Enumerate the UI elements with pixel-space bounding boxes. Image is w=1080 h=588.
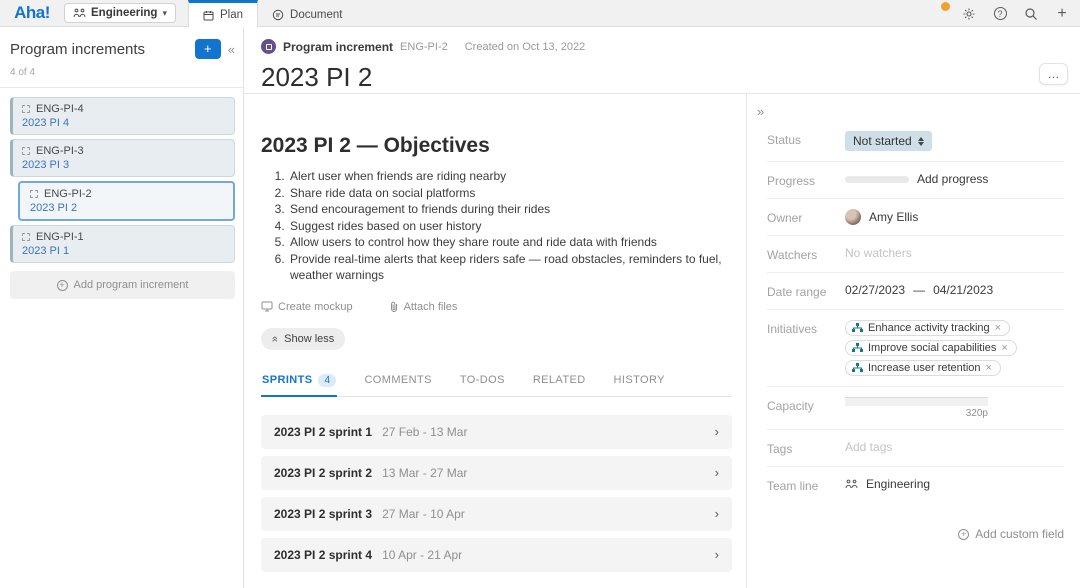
workspace-label: Engineering bbox=[91, 7, 158, 19]
program-increment-icon bbox=[22, 147, 30, 155]
attach-files-button[interactable] bbox=[389, 301, 458, 313]
date-end[interactable]: 04/21/2023 bbox=[933, 283, 994, 297]
document-icon bbox=[272, 9, 284, 21]
initiative-hierarchy-icon bbox=[852, 363, 863, 373]
tab-plan[interactable] bbox=[188, 0, 258, 27]
pi-card-eng-pi-3[interactable] bbox=[10, 139, 235, 177]
remove-icon[interactable]: × bbox=[985, 362, 992, 374]
chevron-down-icon: ▾ bbox=[162, 7, 167, 18]
initiative-pill[interactable] bbox=[845, 360, 1001, 376]
add-program-increment-label: Add program increment bbox=[73, 279, 189, 291]
pi-ref: ENG-PI-2 bbox=[44, 188, 92, 200]
field-label: Owner bbox=[767, 211, 803, 225]
show-less-label: Show less bbox=[284, 332, 335, 345]
field-tags bbox=[767, 430, 1064, 467]
objective-item[interactable]: 6. Provide real-time alerts that keep riders safe — road obstacles, reminders to fuel, weather warnings bbox=[288, 251, 732, 284]
user-avatar[interactable] bbox=[928, 5, 946, 23]
program-increment-icon bbox=[30, 190, 38, 198]
field-label: Date range bbox=[767, 285, 827, 299]
sprint-row-4[interactable] bbox=[261, 538, 732, 572]
mockup-icon bbox=[261, 301, 273, 312]
topbar bbox=[0, 0, 1080, 27]
updown-arrows-icon bbox=[918, 137, 924, 146]
field-label: Tags bbox=[767, 442, 793, 456]
add-icon[interactable] bbox=[1054, 6, 1070, 22]
more-options-button[interactable]: … bbox=[1039, 63, 1068, 85]
pi-link[interactable]: 2023 PI 4 bbox=[22, 117, 70, 129]
field-date-range bbox=[767, 273, 1064, 310]
sprint-name: 2023 PI 2 sprint 3 bbox=[274, 506, 373, 521]
sprint-name: 2023 PI 2 sprint 4 bbox=[274, 547, 373, 562]
tab-related[interactable]: RELATED bbox=[532, 373, 586, 386]
remove-icon[interactable]: × bbox=[1001, 342, 1008, 354]
tab-document[interactable] bbox=[258, 0, 356, 26]
objective-item[interactable]: 2. Share ride data on social platforms bbox=[288, 185, 732, 202]
notification-dot bbox=[941, 2, 950, 11]
field-capacity bbox=[767, 387, 1064, 430]
field-label: Watchers bbox=[767, 248, 818, 262]
aha-logo[interactable]: Aha! bbox=[14, 3, 50, 22]
field-label: Capacity bbox=[767, 399, 814, 413]
watchers-placeholder[interactable]: No watchers bbox=[845, 246, 912, 260]
field-progress bbox=[767, 162, 1064, 199]
initiative-hierarchy-icon bbox=[852, 323, 863, 333]
tab-comments[interactable]: COMMENTS bbox=[364, 373, 432, 386]
chevron-right-icon: › bbox=[714, 424, 719, 439]
field-label: Progress bbox=[767, 174, 816, 188]
pi-ref: ENG-PI-4 bbox=[36, 103, 84, 115]
initiative-name: Improve social capabilities bbox=[868, 342, 997, 354]
search-icon[interactable] bbox=[1023, 6, 1039, 22]
tab-sprints[interactable] bbox=[261, 374, 337, 397]
objective-item[interactable]: 4. Suggest rides based on user history bbox=[288, 218, 732, 235]
remove-icon[interactable]: × bbox=[994, 322, 1002, 334]
divider bbox=[0, 87, 243, 88]
page-title[interactable]: 2023 PI 2 bbox=[261, 62, 373, 92]
sprint-name: 2023 PI 2 sprint 1 bbox=[274, 424, 373, 439]
chevron-right-icon: › bbox=[714, 506, 719, 521]
sprint-row-2[interactable] bbox=[261, 456, 732, 490]
tab-sprints-label: SPRINTS bbox=[262, 374, 313, 386]
add-program-increment-button[interactable]: + bbox=[195, 39, 221, 59]
sprint-name: 2023 PI 2 sprint 2 bbox=[274, 465, 373, 480]
chevron-right-icon: › bbox=[714, 547, 719, 562]
owner-name[interactable]: Amy Ellis bbox=[869, 210, 919, 224]
circle-plus-icon bbox=[57, 280, 68, 291]
date-start[interactable]: 02/27/2023 bbox=[845, 283, 906, 297]
record-type-label: Program increment bbox=[283, 39, 394, 54]
initiative-pill[interactable] bbox=[845, 340, 1017, 356]
help-icon[interactable] bbox=[992, 6, 1008, 22]
date-separator: — bbox=[913, 283, 926, 297]
circle-plus-icon bbox=[958, 529, 969, 540]
pi-card-eng-pi-2-selected[interactable] bbox=[18, 181, 235, 221]
sprint-dates: 10 Apr - 21 Apr bbox=[382, 547, 463, 562]
add-custom-field-label: Add custom field bbox=[975, 527, 1064, 541]
pi-ref: ENG-PI-1 bbox=[36, 231, 84, 243]
program-increment-icon bbox=[22, 105, 30, 113]
initiative-name: Enhance activity tracking bbox=[868, 322, 990, 334]
objective-item[interactable]: 5. Allow users to control how they share route and ride data with friends bbox=[288, 234, 732, 251]
attach-files-label: Attach files bbox=[403, 300, 458, 313]
owner-avatar bbox=[845, 209, 861, 225]
objective-item[interactable]: 1. Alert user when friends are riding nearby bbox=[288, 168, 732, 185]
objectives-list bbox=[261, 168, 732, 284]
pi-link[interactable]: 2023 PI 2 bbox=[30, 202, 78, 214]
field-watchers bbox=[767, 236, 1064, 273]
add-program-increment-row[interactable] bbox=[10, 271, 235, 299]
create-mockup-button[interactable] bbox=[261, 301, 353, 313]
tab-todos[interactable]: TO-DOS bbox=[459, 373, 505, 386]
objectives-heading[interactable]: 2023 PI 2 — Objectives bbox=[261, 134, 490, 157]
settings-gear-icon[interactable] bbox=[961, 6, 977, 22]
record-header bbox=[244, 27, 1080, 94]
pi-ref: ENG-PI-3 bbox=[36, 145, 84, 157]
record-ref: ENG-PI-2 bbox=[400, 40, 448, 53]
field-label: Team line bbox=[767, 479, 819, 493]
program-increment-badge-icon bbox=[261, 39, 276, 54]
create-mockup-label: Create mockup bbox=[278, 300, 353, 313]
double-chevron-up-icon: » bbox=[269, 335, 282, 342]
capacity-value: 320p bbox=[965, 408, 988, 419]
tab-document-label: Document bbox=[290, 8, 343, 21]
sidebar bbox=[0, 27, 244, 588]
workspace-selector[interactable] bbox=[64, 3, 176, 23]
tags-input-placeholder[interactable]: Add tags bbox=[845, 440, 893, 454]
details-panel bbox=[747, 94, 1080, 588]
chevron-right-icon: › bbox=[714, 465, 719, 480]
topbar-actions bbox=[928, 0, 1070, 27]
sprint-dates: 27 Mar - 10 Apr bbox=[382, 506, 465, 521]
pi-card-eng-pi-1[interactable] bbox=[10, 225, 235, 263]
sprint-list bbox=[261, 415, 732, 572]
record-created: Created on Oct 13, 2022 bbox=[464, 40, 586, 53]
pi-link[interactable]: 2023 PI 3 bbox=[22, 159, 70, 171]
field-status bbox=[767, 121, 1064, 162]
pi-card-eng-pi-4[interactable] bbox=[10, 97, 235, 135]
initiative-name: Increase user retention bbox=[868, 362, 981, 374]
team-line-value[interactable]: Engineering bbox=[866, 477, 931, 491]
sprint-dates: 13 Mar - 27 Mar bbox=[382, 465, 468, 480]
team-icon bbox=[845, 479, 858, 490]
status-value: Not started bbox=[853, 134, 912, 148]
objective-item[interactable]: 3. Send encouragement to friends during their rides bbox=[288, 201, 732, 218]
expand-panel-icon[interactable]: » bbox=[757, 104, 765, 119]
status-select[interactable] bbox=[845, 131, 932, 151]
document-pane bbox=[244, 94, 747, 588]
pi-link[interactable]: 2023 PI 1 bbox=[22, 245, 70, 257]
sprint-row-3[interactable] bbox=[261, 497, 732, 531]
collapse-sidebar-icon[interactable]: « bbox=[227, 41, 235, 57]
tab-history[interactable]: HISTORY bbox=[613, 373, 665, 386]
field-initiatives bbox=[767, 310, 1064, 387]
program-increment-icon bbox=[22, 233, 30, 241]
sprint-row-1[interactable] bbox=[261, 415, 732, 449]
workspace-icon bbox=[73, 8, 86, 19]
calendar-icon bbox=[203, 10, 214, 21]
initiative-pill[interactable] bbox=[845, 320, 1010, 336]
sprint-dates: 27 Feb - 13 Mar bbox=[382, 424, 468, 439]
paperclip-icon bbox=[389, 301, 399, 313]
tab-plan-label: Plan bbox=[219, 9, 244, 21]
show-less-button[interactable] bbox=[261, 328, 345, 350]
record-tabbar bbox=[261, 374, 732, 397]
field-label: Initiatives bbox=[767, 322, 818, 336]
add-custom-field-button[interactable] bbox=[767, 527, 1064, 541]
sidebar-count: 4 of 4 bbox=[10, 67, 36, 78]
initiative-hierarchy-icon bbox=[852, 343, 863, 353]
field-owner bbox=[767, 199, 1064, 236]
field-team-line bbox=[767, 467, 1064, 503]
add-progress-link[interactable]: Add progress bbox=[917, 172, 989, 186]
sprints-count-badge: 4 bbox=[318, 374, 336, 387]
sidebar-title: Program increments bbox=[10, 40, 146, 58]
progress-bar[interactable] bbox=[845, 176, 909, 183]
field-label: Status bbox=[767, 133, 802, 147]
capacity-bar[interactable] bbox=[845, 397, 988, 406]
